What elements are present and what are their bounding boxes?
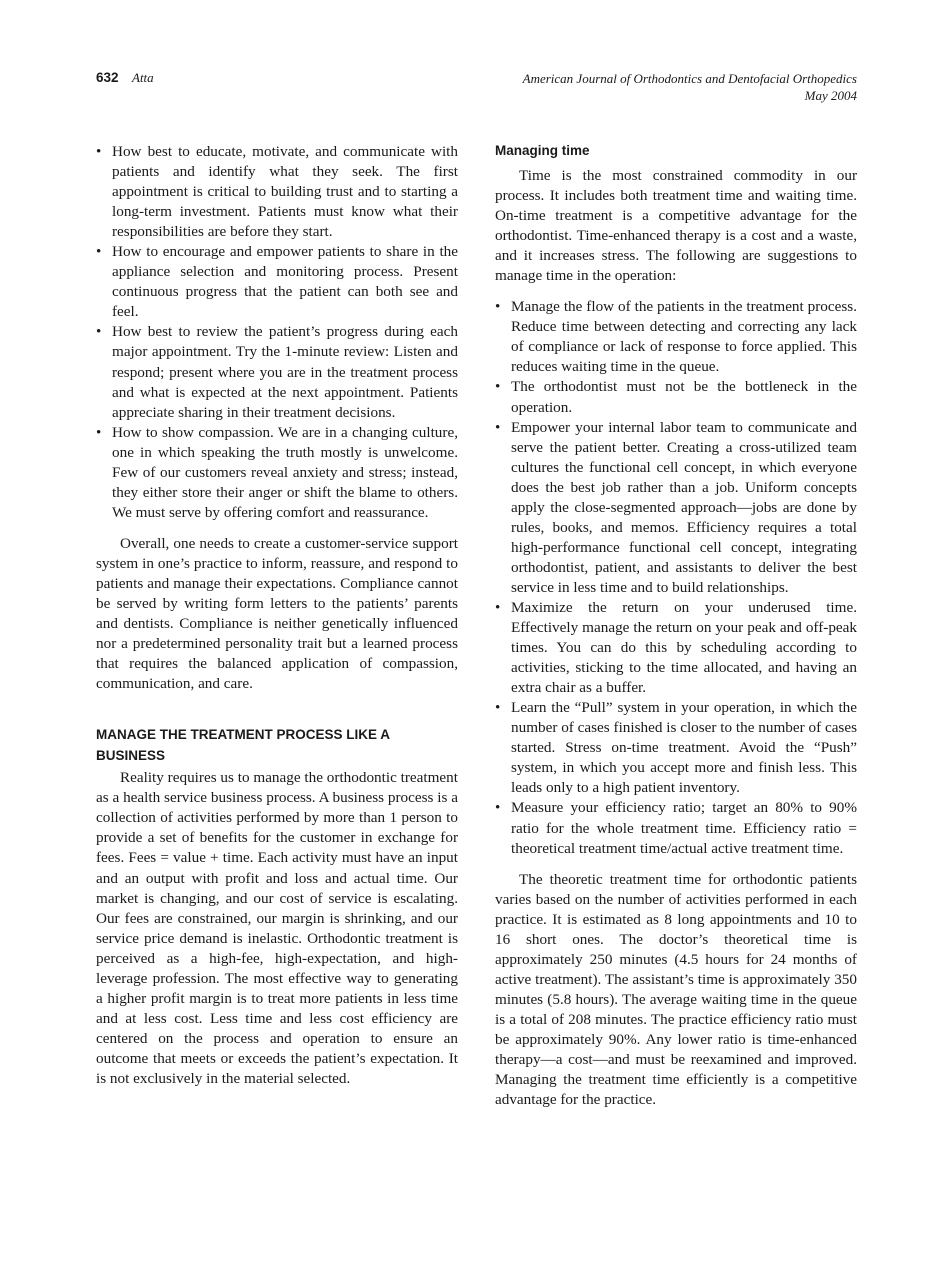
left-column — [96, 142, 458, 1089]
section-heading: MANAGE THE TREATMENT PROCESS LIKE A BUSINESS — [96, 727, 390, 764]
list-item — [495, 297, 857, 377]
issue-date: May 2004 — [804, 88, 857, 103]
list-item — [96, 322, 458, 422]
bullet-icon: • — [495, 298, 501, 316]
paragraph-overall: Overall, one needs to create a customer-service support system in one’s practice to inform, reassure, and respond to patients and manage their expectations. Compliance cannot be served by writing form letters to the patients’ parents and dentists. Compliance is neither genetically influenced nor a predetermined personality trait but a learned process that requires the balanced application of compassion, communication, and care. — [96, 534, 458, 693]
list-item-text: Maximize the return on your underused time. Effectively manage the return on your peak and off-peak times. You can do this by scheduling according to activities, sticking to the time allocated, and having an extra chair as a buffer. — [511, 598, 857, 697]
bullet-icon: • — [495, 699, 501, 717]
list-item-text: How best to educate, motivate, and communicate with patients and identify what they seek. The first appointment is critical to building trust and to starting a long-term investment. Patients must know what their responsibilities are before they start. — [112, 143, 458, 241]
list-item-text: How best to review the patient’s progress during each major appointment. Try the 1-minute review: Listen and respond; present where you are in the treatment process and what is expected at the next appointment. Patients appreciate sharing in their treatment decisions. — [112, 323, 458, 421]
bullet-icon: • — [495, 378, 501, 396]
list-item — [495, 798, 857, 858]
list-item-text: Manage the flow of the patients in the treatment process. Reduce time between detecting and correcting any lack of compliance or lack of response to force applied. This reduces waiting time in the queue. — [511, 298, 857, 376]
list-item — [495, 698, 857, 798]
running-header — [96, 70, 857, 110]
bullet-icon: • — [96, 423, 102, 441]
paragraph-theoretic: The theoretic treatment time for orthodontic patients varies based on the number of activities performed in each practice. It is estimated as 8 long appointments and 10 to 16 short ones. The doctor’s theoretical time is approximately 250 minutes (4.5 hours for 24 months of active treatment). The assistant’s time is approximately 350 minutes (5.8 hours). The average waiting time in the queue is a total of 208 minutes. The practice efficiency ratio must be approximately 90%. Any lower ratio is time-enhanced therapy—a cost—and must be reexamined and improved. Managing the treatment time efficiently is a competitive advantage for the practice. — [495, 870, 857, 1109]
paragraph-time: Time is the most constrained commodity in our process. It includes both treatment time and waiting time. On-time treatment is a competitive advantage for the orthodontist. Time-enhanced therapy is a cost and a waste, and it increases stress. The following are suggestions to manage time in the operation: — [495, 167, 857, 285]
list-item-text: How to show compassion. We are in a changing culture, one in which speaking the truth mostly is unwelcome. Few of our customers reveal anxiety and stress; instead, they either store their anger or shift the blame to others. We must serve by offering comfort and reassurance. — [112, 423, 458, 521]
bullet-icon: • — [495, 598, 501, 616]
list-item — [96, 242, 458, 322]
journal-info — [523, 70, 857, 104]
bullet-icon: • — [96, 243, 102, 261]
list-item-text: Learn the “Pull” system in your operation, in which the number of cases finished is closer to the number of cases started. Stress on-time treatment. Avoid the “Push” system, in which you accept more and finish less. This leads only to a high patient inventory. — [511, 699, 857, 797]
list-item-text: Empower your internal labor team to communicate and serve the patient better. Creating a cross-utilized team cultures the functional cell concept, in which everyone does the best job rather than a job. Uniform concepts apply the close-segmented approach—jobs are done by rules, books, and memos. Efficiency requires a total high-performance functional cell concept, integrating orthodontist, patient, and assistants to deliver the best service in less time and to build relationships. — [511, 418, 857, 596]
list-item — [495, 418, 857, 598]
time-management-list — [495, 297, 857, 858]
list-item — [495, 377, 857, 417]
patient-communication-list — [96, 142, 458, 523]
list-item-text: Measure your efficiency ratio; target an 80% to 90% ratio for the whole treatment time. Efficiency ratio = theoretical treatment time/actual active treatment time. — [511, 799, 857, 857]
running-author: Atta — [132, 70, 154, 85]
bullet-icon: • — [96, 323, 102, 341]
list-item-text: How to encourage and empower patients to share in the appliance selection and monitoring process. Present continuous progress that the patient can both see and feel. — [112, 243, 458, 321]
bullet-icon: • — [495, 799, 501, 817]
list-item — [96, 142, 458, 242]
subsection-heading: Managing time — [495, 143, 590, 158]
bullet-icon: • — [96, 143, 102, 160]
journal-title: American Journal of Orthodontics and Dentofacial Orthopedics — [522, 71, 857, 86]
page-number: 632 — [96, 70, 119, 85]
right-column — [495, 142, 857, 1110]
list-item — [495, 598, 857, 698]
list-item — [96, 423, 458, 523]
list-item-text: The orthodontist must not be the bottleneck in the operation. — [511, 378, 857, 416]
paragraph-reality: Reality requires us to manage the orthodontic treatment as a health service business process. A business process is a collection of activities performed by more than 1 person to provide a set of benefits for the customer in exchange for fees. Fees = value + time. Each activity must have an input and an output with profit and loss and actual time. Our market is changing, and our cost of service is escalating. Our fees are constrained, our margin is shrinking, and our service price demand is inelastic. Orthodontic treatment is perceived as a high-fee, high-expectation, and high-leverage profession. The most effective way to generating a higher profit margin is to treat more patients in less time and at less cost. Less time and less cost efficiency are centered on the process and operation to ensure an outcome that meets or exceeds the patient’s expectation. It is not exclusively in the material selected. — [96, 769, 458, 1087]
bullet-icon: • — [495, 418, 501, 436]
